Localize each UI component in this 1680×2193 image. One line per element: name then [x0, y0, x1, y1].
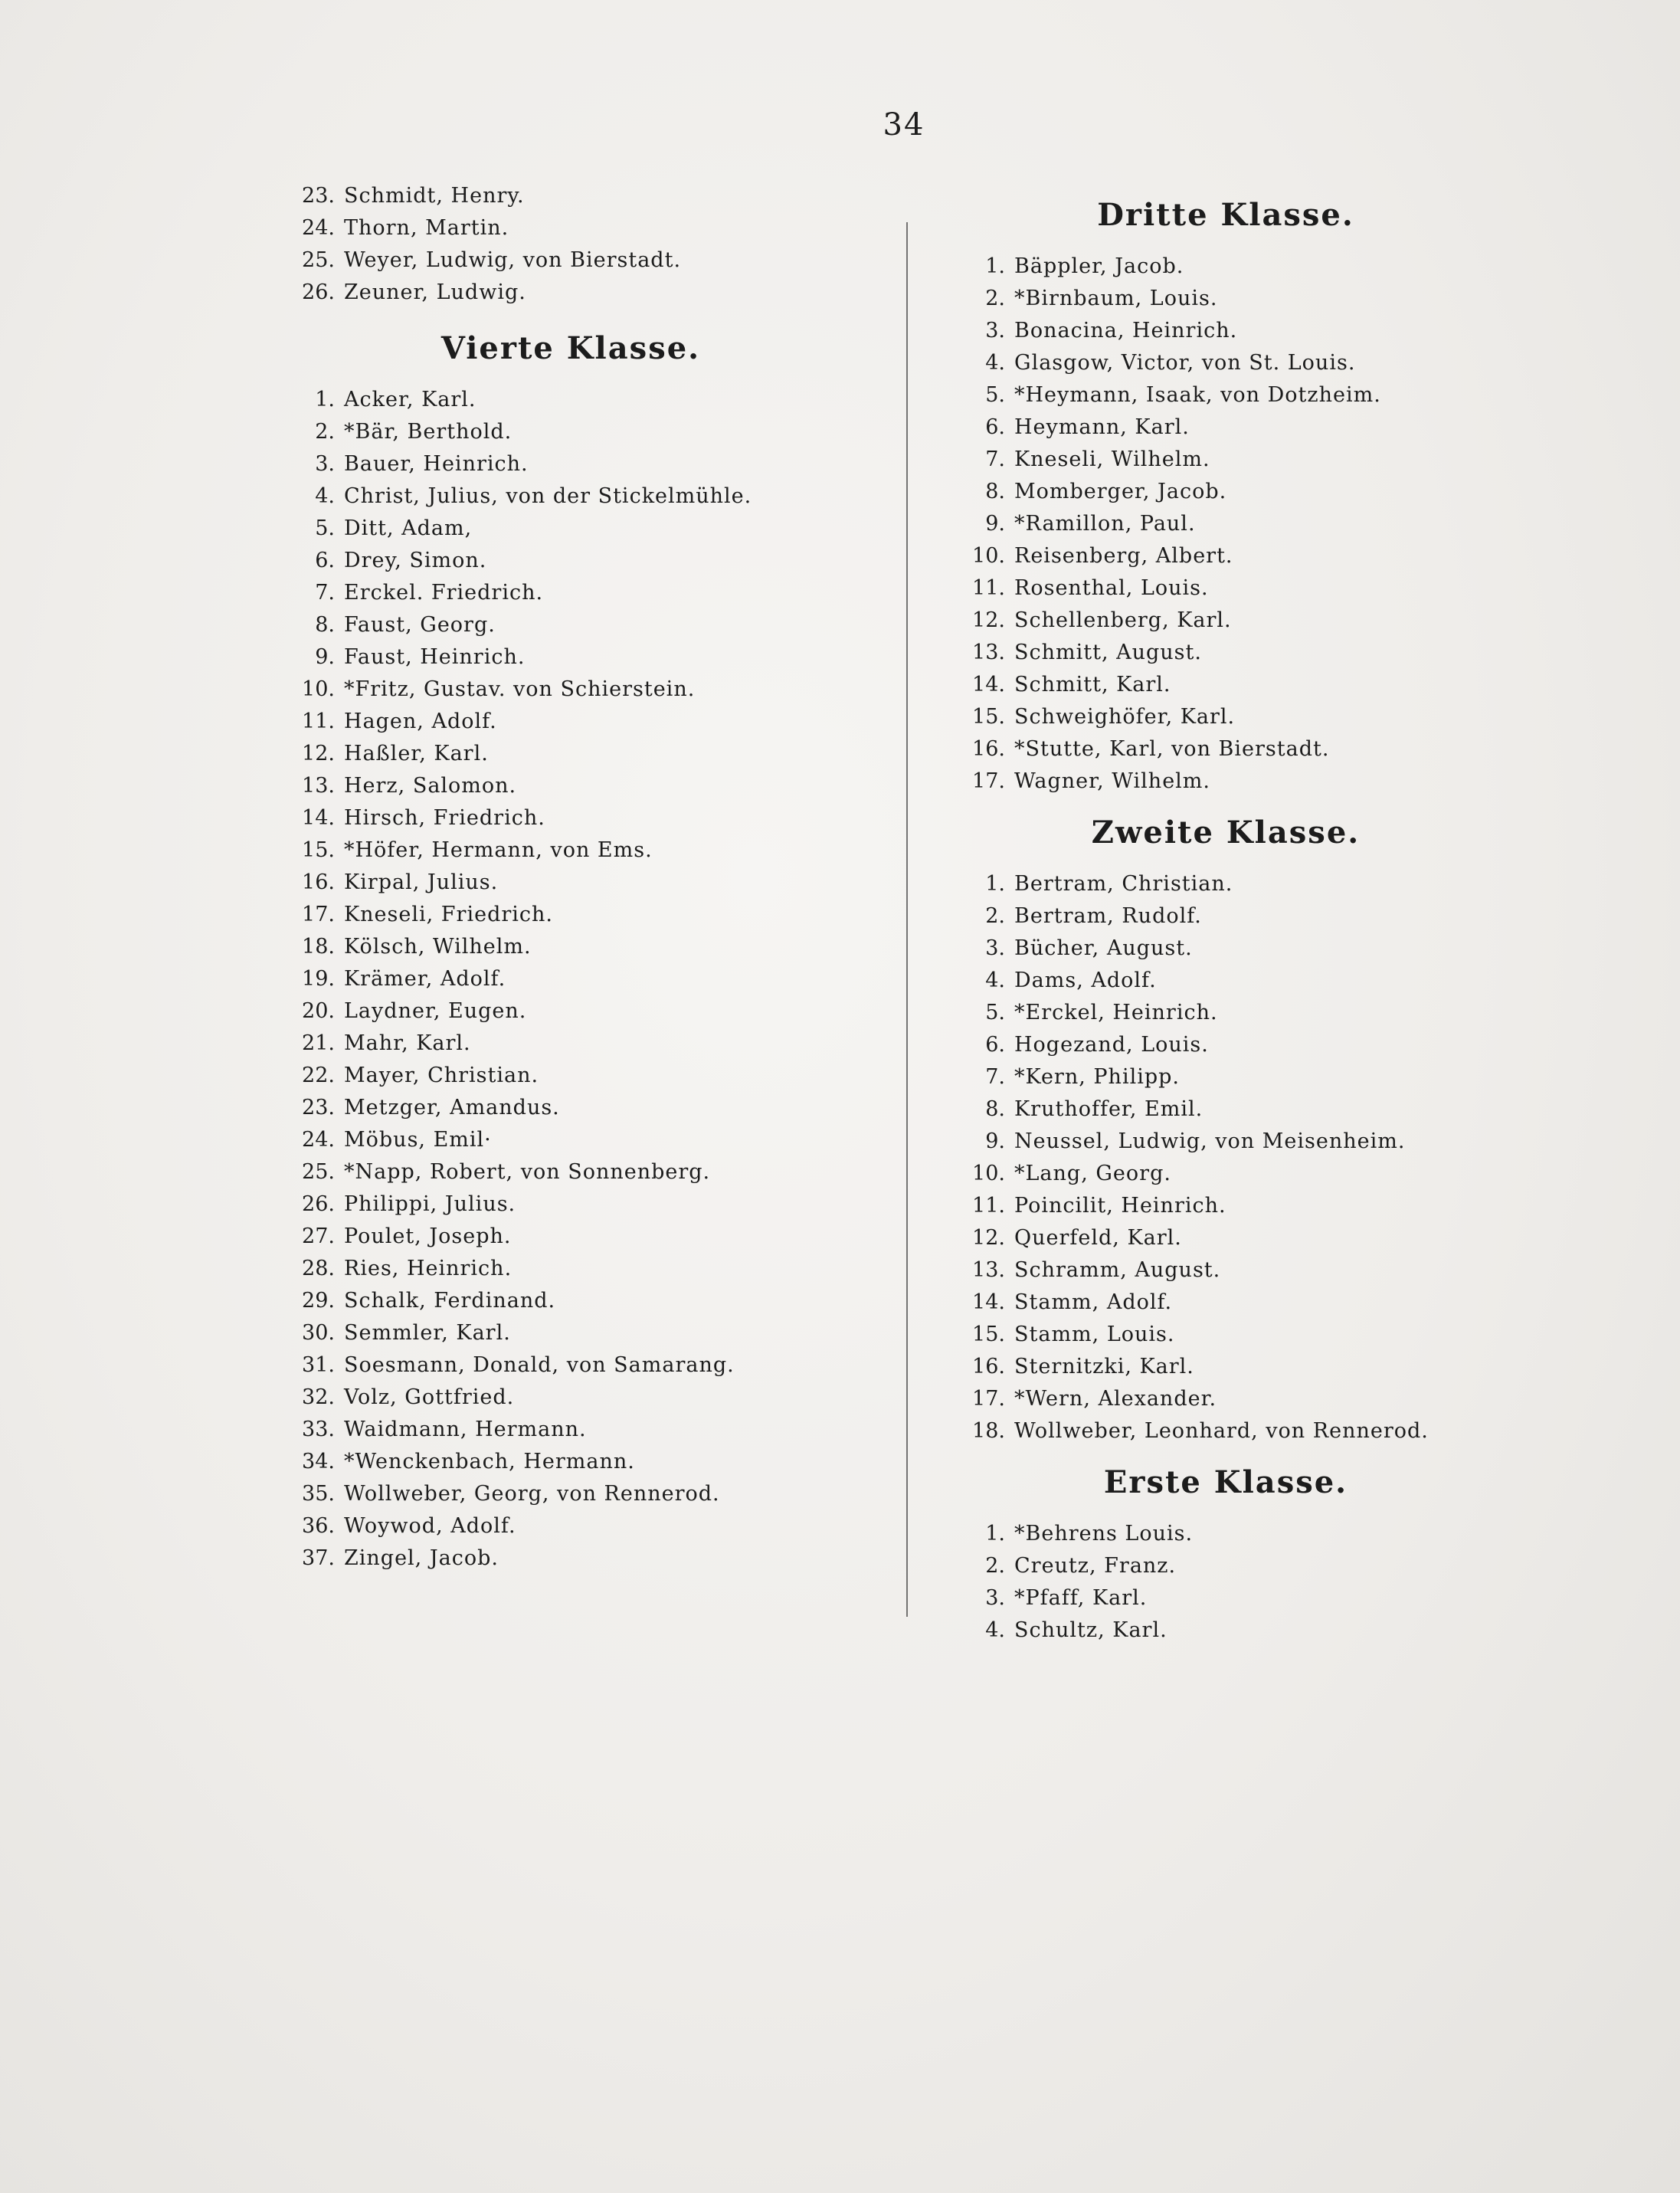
- list-item: [280, 1124, 862, 1156]
- entry-name: Kirpal, Julius.: [344, 870, 499, 894]
- entry-number: 12.: [972, 1226, 1005, 1250]
- entry-name: *Ramillon, Paul.: [1014, 512, 1196, 536]
- list-item: [950, 637, 1502, 669]
- entry-number: 22.: [302, 1064, 335, 1087]
- entry-name: *Heymann, Isaak, von Dotzheim.: [1014, 383, 1381, 407]
- list-item: [280, 1188, 862, 1221]
- list-item: [280, 384, 862, 416]
- entry-number: 23.: [302, 1096, 335, 1119]
- list-item: [280, 1349, 862, 1382]
- list-item: [280, 1510, 862, 1542]
- list-item: [280, 1253, 862, 1285]
- entry-name: Weyer, Ludwig, von Bierstadt.: [344, 248, 682, 272]
- entry-number: 18.: [302, 935, 335, 959]
- entry-name: Creutz, Franz.: [1014, 1554, 1177, 1578]
- entry-number: 36.: [302, 1514, 335, 1538]
- entry-number: 26.: [302, 280, 335, 304]
- entry-name: Mahr, Karl.: [344, 1031, 471, 1055]
- list-item: [280, 674, 862, 706]
- entry-number: 9.: [315, 645, 335, 669]
- entry-name: Kruthoffer, Emil.: [1014, 1097, 1204, 1121]
- entry-number: 6.: [985, 415, 1005, 439]
- list-item: [280, 609, 862, 641]
- entry-name: Stamm, Louis.: [1014, 1323, 1175, 1346]
- entry-number: 13.: [972, 641, 1005, 664]
- entry-name: Drey, Simon.: [344, 549, 487, 572]
- list-item: [280, 899, 862, 931]
- list-item: [280, 1414, 862, 1446]
- entry-number: 2.: [985, 904, 1005, 928]
- entry-name: Schmidt, Henry.: [344, 184, 525, 208]
- entry-name: Kölsch, Wilhelm.: [344, 935, 532, 959]
- list-item: [280, 1478, 862, 1510]
- entry-name: Hirsch, Friedrich.: [344, 806, 545, 830]
- list-item: [950, 315, 1502, 347]
- list-item: [950, 733, 1502, 765]
- entry-number: 12.: [302, 742, 335, 765]
- list-item: [950, 1190, 1502, 1222]
- list-item: [280, 706, 862, 738]
- entry-number: 3.: [985, 936, 1005, 960]
- list-item: [950, 444, 1502, 476]
- list-item: [280, 834, 862, 867]
- entry-number: 15.: [972, 705, 1005, 729]
- list-item: [950, 1415, 1502, 1447]
- entry-number: 24.: [302, 216, 335, 240]
- entry-name: Wagner, Wilhelm.: [1014, 769, 1210, 793]
- entry-name: Herz, Salomon.: [344, 774, 517, 798]
- entry-name: Semmler, Karl.: [344, 1321, 511, 1345]
- entry-name: Hogezand, Louis.: [1014, 1033, 1209, 1057]
- entry-number: 10.: [972, 1162, 1005, 1185]
- list-item: [950, 933, 1502, 965]
- entry-name: *Napp, Robert, von Sonnenberg.: [344, 1160, 711, 1184]
- list-item: [280, 577, 862, 609]
- entry-name: Philippi, Julius.: [344, 1192, 516, 1216]
- entry-number: 1.: [985, 1522, 1005, 1546]
- entry-name: Möbus, Emil·: [344, 1128, 492, 1152]
- entry-number: 3.: [985, 319, 1005, 343]
- list-item: [950, 701, 1502, 733]
- list-item: [950, 283, 1502, 315]
- entry-number: 1.: [315, 388, 335, 411]
- entry-number: 4.: [315, 484, 335, 508]
- heading-erste-klasse: Erste Klasse.: [1103, 1464, 1348, 1500]
- entry-number: 29.: [302, 1289, 335, 1313]
- entry-number: 9.: [985, 512, 1005, 536]
- list-item: [280, 1446, 862, 1478]
- entry-number: 2.: [315, 420, 335, 444]
- entry-name: Ries, Heinrich.: [344, 1257, 513, 1280]
- entry-number: 1.: [985, 872, 1005, 896]
- entry-number: 4.: [985, 1618, 1005, 1642]
- list-item: [950, 1287, 1502, 1319]
- entry-name: Schalk, Ferdinand.: [344, 1289, 556, 1313]
- entry-name: Laydner, Eugen.: [344, 999, 527, 1023]
- entry-name: *Wern, Alexander.: [1014, 1387, 1217, 1411]
- entry-number: 14.: [972, 1290, 1005, 1314]
- entry-name: Bücher, August.: [1014, 936, 1193, 960]
- entry-name: Glasgow, Victor, von St. Louis.: [1014, 351, 1356, 375]
- entry-name: Wollweber, Leonhard, von Rennerod.: [1014, 1419, 1429, 1443]
- list-item: [280, 931, 862, 963]
- entry-name: Zeuner, Ludwig.: [344, 280, 526, 304]
- entry-number: 37.: [302, 1546, 335, 1570]
- list-item: [950, 1158, 1502, 1190]
- list-item: [280, 1542, 862, 1575]
- list-item: [280, 738, 862, 770]
- entry-number: 11.: [972, 576, 1005, 600]
- entry-number: 11.: [302, 710, 335, 733]
- list-item: [950, 1518, 1502, 1550]
- entry-number: 3.: [315, 452, 335, 476]
- entry-name: Neussel, Ludwig, von Meisenheim.: [1014, 1129, 1406, 1153]
- list-item: [280, 1382, 862, 1414]
- entry-number: 32.: [302, 1385, 335, 1409]
- list-item: [280, 963, 862, 995]
- entry-name: Erckel. Friedrich.: [344, 581, 544, 605]
- entry-name: Mayer, Christian.: [344, 1064, 539, 1087]
- entry-number: 25.: [302, 248, 335, 272]
- entry-number: 31.: [302, 1353, 335, 1377]
- entry-number: 8.: [315, 613, 335, 637]
- list-item: [950, 605, 1502, 637]
- list-item: [280, 995, 862, 1028]
- entry-number: 2.: [985, 287, 1005, 310]
- entry-name: Reisenberg, Albert.: [1014, 544, 1233, 568]
- list-item: [280, 867, 862, 899]
- entry-name: Wollweber, Georg, von Rennerod.: [344, 1482, 720, 1506]
- list-item: [950, 1254, 1502, 1287]
- list-item: [280, 448, 862, 480]
- entry-name: *Fritz, Gustav. von Schierstein.: [344, 677, 696, 701]
- list-item: [280, 277, 862, 309]
- entry-name: Dams, Adolf.: [1014, 969, 1157, 992]
- list-item: [950, 1126, 1502, 1158]
- entry-number: 3.: [985, 1586, 1005, 1610]
- entry-name: Haßler, Karl.: [344, 742, 489, 765]
- entry-name: Acker, Karl.: [344, 388, 476, 411]
- list-item: [280, 545, 862, 577]
- entry-number: 19.: [302, 967, 335, 991]
- entry-name: Heymann, Karl.: [1014, 415, 1190, 439]
- list-item: [280, 1060, 862, 1092]
- list-item: [950, 1582, 1502, 1614]
- entry-name: Bäppler, Jacob.: [1014, 254, 1184, 278]
- entry-name: Metzger, Amandus.: [344, 1096, 560, 1119]
- entry-number: 1.: [985, 254, 1005, 278]
- entry-number: 25.: [302, 1160, 335, 1184]
- vierte-klasse-list: [280, 384, 862, 1575]
- entry-name: Poulet, Joseph.: [344, 1224, 512, 1248]
- list-item: [950, 379, 1502, 411]
- entry-name: *Stutte, Karl, von Bierstadt.: [1014, 737, 1330, 761]
- entry-number: 23.: [302, 184, 335, 208]
- entry-number: 26.: [302, 1192, 335, 1216]
- entry-number: 16.: [972, 737, 1005, 761]
- heading-zweite-klasse: Zweite Klasse.: [1091, 815, 1361, 851]
- list-item: [950, 1614, 1502, 1647]
- list-item: [280, 1156, 862, 1188]
- entry-name: Woywod, Adolf.: [344, 1514, 516, 1538]
- entry-number: 5.: [985, 383, 1005, 407]
- entry-number: 35.: [302, 1482, 335, 1506]
- entry-name: Kneseli, Friedrich.: [344, 903, 553, 926]
- entry-name: Bonacina, Heinrich.: [1014, 319, 1238, 343]
- entry-name: *Erckel, Heinrich.: [1014, 1001, 1218, 1024]
- list-item: [950, 572, 1502, 605]
- entry-name: *Bär, Berthold.: [344, 420, 513, 444]
- list-item: [280, 802, 862, 834]
- entry-number: 4.: [985, 969, 1005, 992]
- column-divider: [906, 222, 908, 1617]
- entry-name: *Behrens Louis.: [1014, 1522, 1194, 1546]
- entry-number: 27.: [302, 1224, 335, 1248]
- entry-name: Momberger, Jacob.: [1014, 480, 1227, 503]
- list-item: [950, 251, 1502, 283]
- list-item: [280, 480, 862, 513]
- entry-name: *Kern, Philipp.: [1014, 1065, 1180, 1089]
- entry-number: 15.: [302, 838, 335, 862]
- dritte-klasse-list: [950, 251, 1502, 798]
- entry-name: Waidmann, Hermann.: [344, 1418, 587, 1441]
- list-item: [280, 244, 862, 277]
- list-item: [950, 1029, 1502, 1061]
- entry-number: 34.: [302, 1450, 335, 1473]
- entry-number: 28.: [302, 1257, 335, 1280]
- left-column: [280, 180, 862, 1575]
- page-number: 34: [883, 107, 925, 143]
- entry-number: 6.: [985, 1033, 1005, 1057]
- list-item: [950, 1061, 1502, 1093]
- entry-number: 15.: [972, 1323, 1005, 1346]
- list-item: [280, 1092, 862, 1124]
- entry-number: 30.: [302, 1321, 335, 1345]
- entry-name: Faust, Georg.: [344, 613, 496, 637]
- entry-name: Bertram, Rudolf.: [1014, 904, 1202, 928]
- entry-number: 7.: [985, 447, 1005, 471]
- list-item: [280, 1285, 862, 1317]
- entry-name: Schmitt, August.: [1014, 641, 1202, 664]
- entry-number: 12.: [972, 608, 1005, 632]
- entry-number: 16.: [302, 870, 335, 894]
- entry-number: 2.: [985, 1554, 1005, 1578]
- entry-number: 13.: [302, 774, 335, 798]
- entry-name: Krämer, Adolf.: [344, 967, 506, 991]
- entry-name: Schultz, Karl.: [1014, 1618, 1167, 1642]
- zweite-klasse-list: [950, 868, 1502, 1447]
- entry-name: Schweighöfer, Karl.: [1014, 705, 1236, 729]
- entry-name: Ditt, Adam,: [344, 516, 473, 540]
- entry-number: 17.: [972, 769, 1005, 793]
- right-column: [950, 180, 1502, 1647]
- entry-name: Schramm, August.: [1014, 1258, 1221, 1282]
- entry-name: *Höfer, Hermann, von Ems.: [344, 838, 653, 862]
- list-item: [280, 770, 862, 802]
- list-item: [280, 180, 862, 212]
- entry-number: 14.: [302, 806, 335, 830]
- entry-number: 24.: [302, 1128, 335, 1152]
- entry-number: 4.: [985, 351, 1005, 375]
- entry-number: 11.: [972, 1194, 1005, 1218]
- entry-number: 8.: [985, 1097, 1005, 1121]
- entry-name: Sternitzki, Karl.: [1014, 1355, 1194, 1378]
- entry-number: 7.: [315, 581, 335, 605]
- entry-name: Volz, Gottfried.: [344, 1385, 515, 1409]
- entry-number: 5.: [985, 1001, 1005, 1024]
- entry-name: *Wenckenbach, Hermann.: [344, 1450, 635, 1473]
- list-item: [280, 513, 862, 545]
- list-item: [950, 1093, 1502, 1126]
- entry-number: 18.: [972, 1419, 1005, 1443]
- entry-name: Schellenberg, Karl.: [1014, 608, 1232, 632]
- entry-name: Kneseli, Wilhelm.: [1014, 447, 1210, 471]
- entry-name: Soesmann, Donald, von Samarang.: [344, 1353, 735, 1377]
- entry-name: Stamm, Adolf.: [1014, 1290, 1173, 1314]
- list-item: [950, 868, 1502, 900]
- list-item: [950, 476, 1502, 508]
- entry-number: 17.: [302, 903, 335, 926]
- entry-name: Poincilit, Heinrich.: [1014, 1194, 1226, 1218]
- list-item: [950, 1351, 1502, 1383]
- entry-name: Querfeld, Karl.: [1014, 1226, 1182, 1250]
- list-item: [950, 1383, 1502, 1415]
- entry-name: Bauer, Heinrich.: [344, 452, 529, 476]
- list-item: [280, 1028, 862, 1060]
- entry-name: *Pfaff, Karl.: [1014, 1586, 1148, 1610]
- list-item: [950, 508, 1502, 540]
- entry-name: Faust, Heinrich.: [344, 645, 526, 669]
- entry-number: 16.: [972, 1355, 1005, 1378]
- entry-number: 10.: [302, 677, 335, 701]
- list-item: [950, 669, 1502, 701]
- entry-name: *Birnbaum, Louis.: [1014, 287, 1218, 310]
- entry-number: 10.: [972, 544, 1005, 568]
- entry-number: 9.: [985, 1129, 1005, 1153]
- entry-number: 33.: [302, 1418, 335, 1441]
- entry-number: 5.: [315, 516, 335, 540]
- entry-name: *Lang, Georg.: [1014, 1162, 1171, 1185]
- entry-number: 13.: [972, 1258, 1005, 1282]
- list-item: [950, 997, 1502, 1029]
- entry-number: 7.: [985, 1065, 1005, 1089]
- entry-name: Christ, Julius, von der Stickelmühle.: [344, 484, 752, 508]
- entry-name: Zingel, Jacob.: [344, 1546, 499, 1570]
- entry-number: 17.: [972, 1387, 1005, 1411]
- continued-list: [280, 180, 862, 309]
- list-item: [950, 1550, 1502, 1582]
- list-item: [950, 1319, 1502, 1351]
- heading-dritte-klasse: Dritte Klasse.: [1097, 197, 1354, 233]
- entry-name: Bertram, Christian.: [1014, 872, 1233, 896]
- entry-name: Hagen, Adolf.: [344, 710, 497, 733]
- erste-klasse-list: [950, 1518, 1502, 1647]
- entry-name: Thorn, Martin.: [344, 216, 509, 240]
- list-item: [950, 900, 1502, 933]
- list-item: [950, 347, 1502, 379]
- entry-name: Schmitt, Karl.: [1014, 673, 1171, 697]
- entry-number: 21.: [302, 1031, 335, 1055]
- entry-number: 20.: [302, 999, 335, 1023]
- entry-number: 14.: [972, 673, 1005, 697]
- list-item: [280, 212, 862, 244]
- list-item: [950, 765, 1502, 798]
- list-item: [950, 1222, 1502, 1254]
- heading-vierte-klasse: Vierte Klasse.: [440, 330, 701, 366]
- list-item: [950, 411, 1502, 444]
- list-item: [950, 540, 1502, 572]
- entry-number: 6.: [315, 549, 335, 572]
- entry-name: Rosenthal, Louis.: [1014, 576, 1209, 600]
- entry-number: 8.: [985, 480, 1005, 503]
- list-item: [950, 965, 1502, 997]
- list-item: [280, 1317, 862, 1349]
- list-item: [280, 416, 862, 448]
- list-item: [280, 641, 862, 674]
- list-item: [280, 1221, 862, 1253]
